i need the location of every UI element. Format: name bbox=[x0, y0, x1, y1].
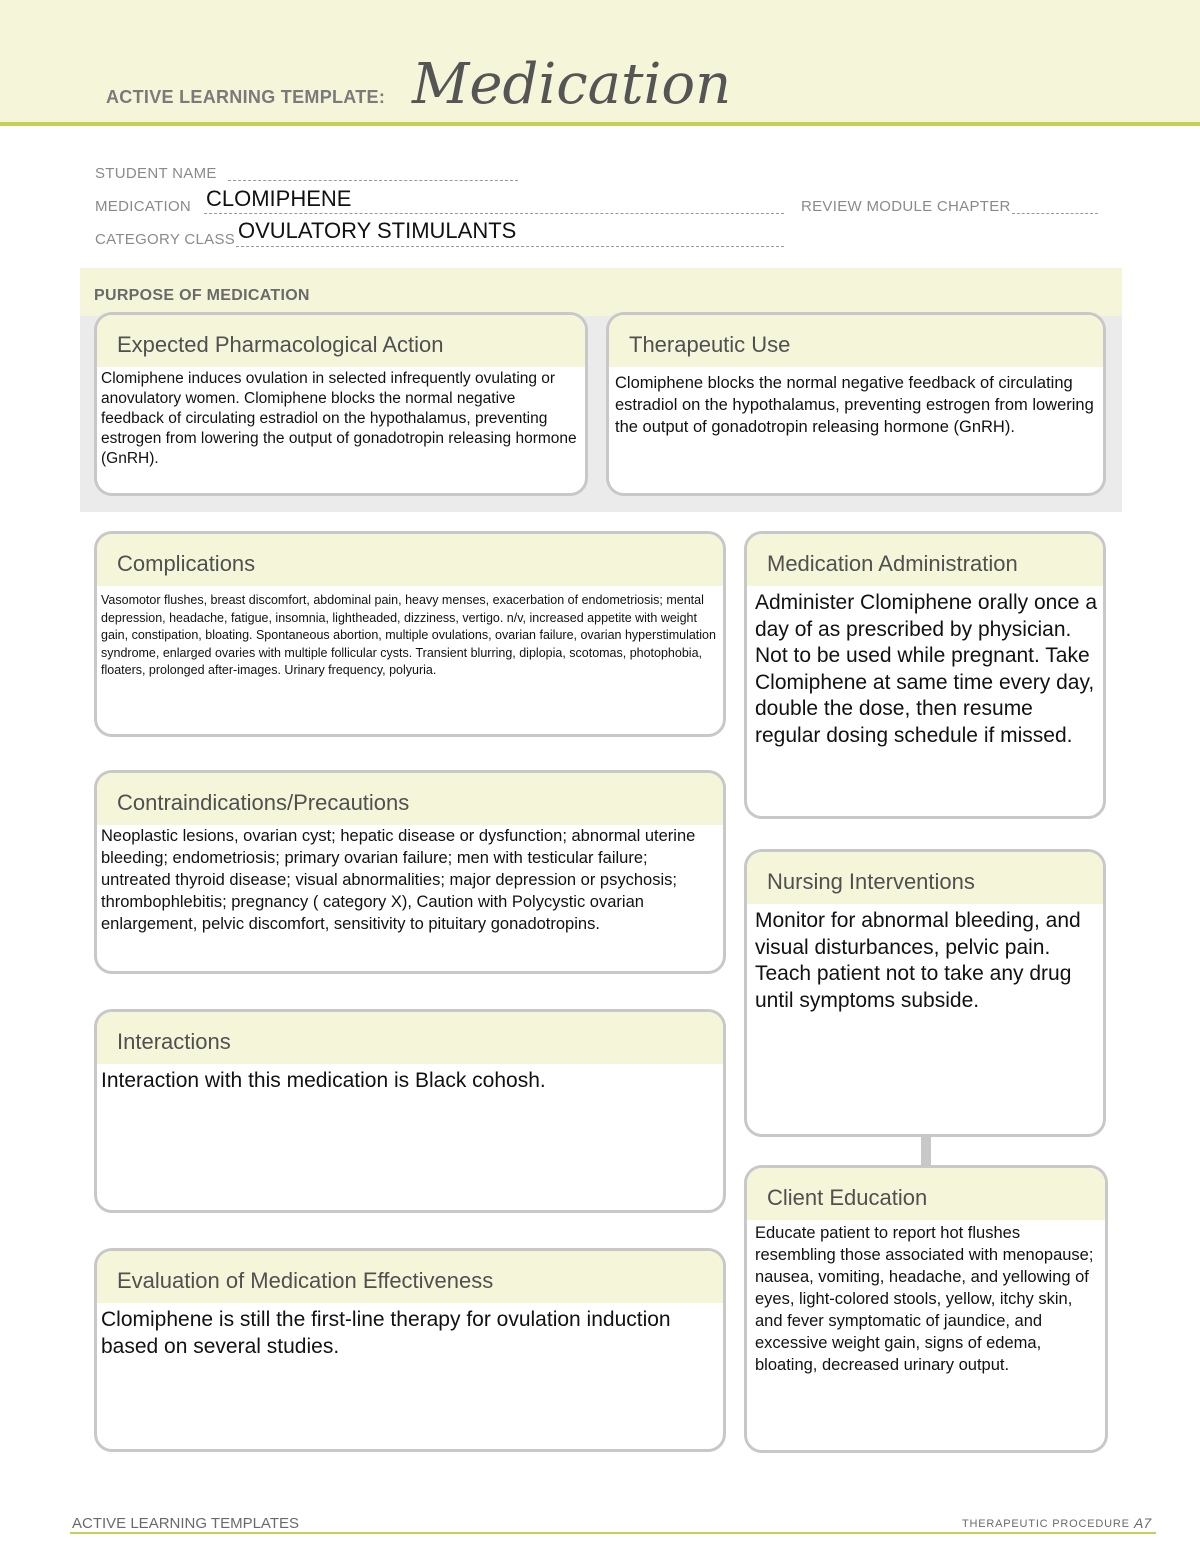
therapeutic-use-card bbox=[606, 312, 1106, 496]
education-text[interactable]: Educate patient to report hot flushes resembling those associated with menopause; nausea, vomiting, headache, and yellowing of eyes, light-colored stools, yellow, itchy skin, and fever symptomatic of jaundice, and excessive weight gain, signs of edema, bloating, decreased urinary output. bbox=[755, 1224, 1094, 1374]
expected-action-heading: Expected Pharmacological Action bbox=[97, 315, 585, 367]
complications-heading: Complications bbox=[97, 534, 723, 586]
administration-card bbox=[744, 531, 1106, 819]
nursing-heading: Nursing Interventions bbox=[747, 852, 1103, 904]
interactions-card bbox=[94, 1009, 726, 1213]
contraindications-heading: Contraindications/Precautions bbox=[97, 773, 723, 825]
footer-left-label: ACTIVE LEARNING TEMPLATES bbox=[72, 1515, 299, 1532]
review-module-label: REVIEW MODULE CHAPTER bbox=[801, 198, 1011, 215]
evaluation-card bbox=[94, 1248, 726, 1452]
footer-page-number: A7 bbox=[1134, 1515, 1152, 1531]
education-card bbox=[744, 1165, 1108, 1453]
medication-value[interactable]: CLOMIPHENE bbox=[206, 186, 352, 211]
nursing-card bbox=[744, 849, 1106, 1137]
student-name-label: STUDENT NAME bbox=[95, 165, 217, 182]
administration-text[interactable]: Administer Clomiphene orally once a day of as prescribed by physician. Not to be used while pregnant. Take Clomiphene at same time every day, double the dose, then resume regular dosing schedule if missed. bbox=[755, 591, 1097, 747]
footer-right-label: THERAPEUTIC PROCEDURE bbox=[962, 1518, 1130, 1530]
evaluation-heading: Evaluation of Medication Effectiveness bbox=[97, 1251, 723, 1303]
review-module-line bbox=[1012, 213, 1098, 214]
template-label: ACTIVE LEARNING TEMPLATE: bbox=[106, 87, 386, 107]
category-class-label: CATEGORY CLASS bbox=[95, 231, 236, 248]
contraindications-text[interactable]: Neoplastic lesions, ovarian cyst; hepatic disease or dysfunction; abnormal uterine bleeding; endometriosis; primary ovarian failure; men with testicular failure; untreated thyroid disease; visual abnormalities; major depression or psychosis; thrombophlebitis; pregnancy ( category X), Caution with Polycystic ovarian enlargement, pelvic discomfort, sensitivity to pituitary gonadotropins. bbox=[101, 827, 696, 933]
evaluation-text[interactable]: Clomiphene is still the first-line therapy for ovulation induction based on several studies. bbox=[101, 1308, 671, 1358]
therapeutic-use-heading: Therapeutic Use bbox=[609, 315, 1103, 367]
therapeutic-use-text[interactable]: Clomiphene blocks the normal negative feedback of circulating estradiol on the hypothalamus, preventing estrogen from lowering the output of gonadotropin releasing hormone (GnRH). bbox=[615, 374, 1094, 436]
complications-text[interactable]: Vasomotor flushes, breast discomfort, abdominal pain, heavy menses, exacerbation of endometriosis; mental depression, headache, fatigue, insomnia, lightheaded, dizziness, vertigo. n/v, increased appetite with weight gain, constipation, bloating. Spontaneous abortion, multiple ovulations, ovarian failure, ovarian hyperstimulation syndrome, enlarged ovaries with multiple follicular cysts. Transient blurring, diplopia, scotomas, photophobia, floaters, prolonged after-images. Urinary frequency, polyuria. bbox=[101, 593, 716, 677]
template-title: Medication bbox=[412, 52, 732, 117]
nursing-text[interactable]: Monitor for abnormal bleeding, and visual disturbances, pelvic pain. Teach patient not to take any drug until symptoms subside. bbox=[755, 909, 1081, 1012]
category-class-value[interactable]: OVULATORY STIMULANTS bbox=[238, 218, 517, 243]
header-rule bbox=[0, 122, 1200, 126]
connector-bar bbox=[921, 1136, 931, 1166]
expected-action-text[interactable]: Clomiphene induces ovulation in selected infrequently ovulating or anovulatory women. Clomiphene blocks the normal negative feedback of circulating estradiol on the hypothalamus, preventing estrogen from lowering the output of gonadotropin releasing hormone (GnRH). bbox=[101, 370, 577, 467]
interactions-text[interactable]: Interaction with this medication is Black cohosh. bbox=[101, 1069, 546, 1092]
medication-line bbox=[204, 213, 784, 214]
administration-heading: Medication Administration bbox=[747, 534, 1103, 586]
interactions-heading: Interactions bbox=[97, 1012, 723, 1064]
expected-action-card bbox=[94, 312, 588, 496]
medication-label: MEDICATION bbox=[95, 198, 192, 215]
purpose-title: PURPOSE OF MEDICATION bbox=[94, 287, 310, 304]
category-class-line bbox=[236, 246, 784, 247]
footer-rule bbox=[70, 1532, 1156, 1534]
student-name-line bbox=[228, 180, 518, 181]
complications-card bbox=[94, 531, 726, 737]
education-heading: Client Education bbox=[747, 1168, 1105, 1220]
contraindications-card bbox=[94, 770, 726, 974]
